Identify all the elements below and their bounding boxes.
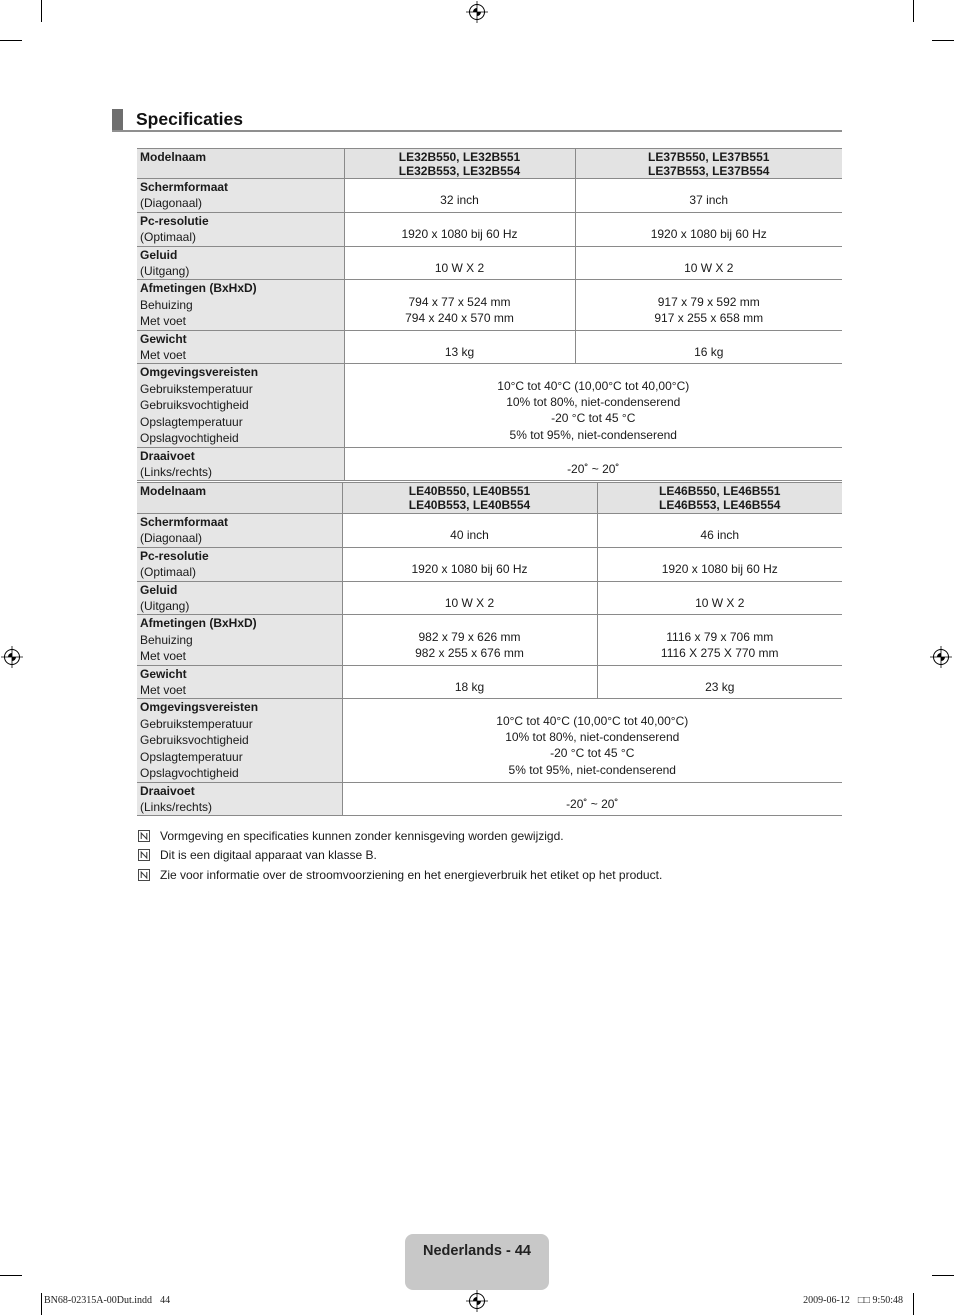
spec-row-dimensions <box>137 280 842 330</box>
spec-sublabel: Gebruiksvochtigheid <box>140 733 249 748</box>
spec-value-cell <box>342 514 597 548</box>
spec-value-cell <box>344 280 575 330</box>
spec-row-sound <box>137 581 842 615</box>
spec-label-cell <box>137 280 344 330</box>
spec-value: 37 inch <box>689 193 729 208</box>
spec-value: -20 °C tot 45 °C <box>551 411 636 426</box>
spec-label: Afmetingen (BxHxD) <box>140 616 257 631</box>
spec-label: Geluid <box>140 582 178 597</box>
spec-value: 10% tot 80%, niet-condenserend <box>505 730 680 745</box>
spec-value: 10°C tot 40°C (10,00°C tot 40,00°C) <box>497 378 690 393</box>
model-column-header <box>597 483 842 514</box>
spec-label-cell <box>137 330 344 364</box>
section-title: Specificaties <box>136 109 243 129</box>
model-names-line: LE32B553, LE32B554 <box>398 163 521 178</box>
slug-glyphs: □□ <box>857 1295 870 1306</box>
spec-value: 794 x 77 x 524 mm <box>408 294 511 309</box>
model-names-line: LE37B553, LE37B554 <box>648 163 770 178</box>
spec-value-cell <box>575 330 842 364</box>
spec-sublabel: (Diagonaal) <box>140 531 203 546</box>
spec-value-cell <box>344 447 842 481</box>
print-slug-right <box>803 1295 903 1307</box>
spec-sublabel: Opslagvochtigheid <box>140 431 239 446</box>
spec-value-cell <box>575 212 842 246</box>
spec-value-cell <box>342 547 597 581</box>
spec-sublabel: Opslagtemperatuur <box>140 749 243 764</box>
spec-label-cell <box>137 364 344 447</box>
model-name-label: Modelnaam <box>140 484 207 498</box>
spec-value: 10 W X 2 <box>434 260 485 275</box>
spec-value-cell <box>575 280 842 330</box>
spec-value-cell <box>597 547 842 581</box>
spec-sublabel: Met voet <box>140 649 187 664</box>
page-number-label: Nederlands - 44 <box>423 1243 531 1259</box>
page-number-tab <box>405 1234 549 1290</box>
spec-value-cell <box>342 699 842 782</box>
spec-value-cell <box>575 179 842 213</box>
spec-sublabel: (Uitgang) <box>140 599 190 614</box>
spec-label: Pc-resolutie <box>140 213 209 228</box>
spec-sublabel: Gebruiksvochtigheid <box>140 398 249 413</box>
spec-sublabel: Gebruikstemperatuur <box>140 381 253 396</box>
note-text: Dit is een digitaal apparaat van klasse B. <box>160 848 377 863</box>
model-name-label-cell <box>137 483 342 514</box>
spec-row-pc-resolution <box>137 212 842 246</box>
spec-label: Geluid <box>140 247 178 262</box>
spec-value: 917 x 255 x 658 mm <box>654 311 764 326</box>
spec-value: 794 x 240 x 570 mm <box>405 311 514 326</box>
slug-time: 9:50:48 <box>872 1295 903 1306</box>
model-column-header <box>344 149 575 179</box>
spec-label-cell <box>137 699 342 782</box>
model-column-header <box>342 483 597 514</box>
slug-file-name: BN68-02315A-00Dut.indd <box>44 1295 153 1306</box>
spec-value-cell <box>344 246 575 280</box>
crop-mark <box>0 1275 22 1276</box>
note-icon <box>138 869 150 881</box>
model-names-line: LE37B550, LE37B551 <box>648 149 770 164</box>
crop-mark <box>0 40 22 41</box>
spec-value: -20˚ ~ 20˚ <box>566 796 619 811</box>
spec-value: -20 °C tot 45 °C <box>550 746 635 761</box>
note-icon <box>138 849 150 861</box>
spec-label-cell <box>137 581 342 615</box>
model-name-label-cell <box>137 149 344 179</box>
spec-label-cell <box>137 782 342 816</box>
note-item <box>137 846 662 866</box>
spec-value-cell <box>342 581 597 615</box>
spec-value: 18 kg <box>454 679 485 694</box>
model-names-line: LE32B550, LE32B551 <box>398 149 521 164</box>
section-marker-bar <box>112 109 123 131</box>
spec-row-environment <box>137 364 842 447</box>
model-names-line: LE46B550, LE46B551 <box>659 484 781 498</box>
spec-value: 10% tot 80%, niet-condenserend <box>506 395 681 410</box>
spec-value: 1920 x 1080 bij 60 Hz <box>401 227 518 242</box>
model-names-line: LE40B550, LE40B551 <box>408 484 531 498</box>
spec-value: 13 kg <box>444 344 475 359</box>
crop-mark <box>913 1293 914 1315</box>
crop-mark <box>913 0 914 22</box>
spec-label-cell <box>137 665 342 699</box>
spec-sublabel: Behuizing <box>140 632 193 647</box>
note-icon <box>138 830 150 842</box>
spec-label-cell <box>137 246 344 280</box>
spec-row-dimensions <box>137 615 842 665</box>
crop-mark <box>41 1293 42 1315</box>
spec-label: Afmetingen (BxHxD) <box>140 281 257 296</box>
spec-label: Draaivoet <box>140 783 195 798</box>
spec-value-cell <box>597 615 842 665</box>
registration-mark-icon <box>466 1 488 23</box>
spec-row-sound <box>137 246 842 280</box>
spec-value-cell <box>344 212 575 246</box>
spec-value: 46 inch <box>700 528 740 543</box>
spec-value: 5% tot 95%, niet-condenserend <box>509 427 677 442</box>
spec-table <box>137 148 842 481</box>
spec-value: 32 inch <box>440 193 479 208</box>
spec-sublabel: (Optimaal) <box>140 230 197 245</box>
slug-page: 44 <box>160 1295 171 1306</box>
spec-sublabel: Met voet <box>140 348 187 363</box>
note-item <box>137 826 662 846</box>
spec-label: Gewicht <box>140 331 187 346</box>
spec-sublabel: (Links/rechts) <box>140 464 213 479</box>
spec-value-cell <box>597 514 842 548</box>
spec-sublabel: (Links/rechts) <box>140 799 213 814</box>
spec-value: 982 x 79 x 626 mm <box>418 629 521 644</box>
spec-value: 1920 x 1080 bij 60 Hz <box>650 227 767 242</box>
spec-value: 1116 x 79 x 706 mm <box>666 629 774 644</box>
spec-value-cell <box>575 246 842 280</box>
spec-value: -20˚ ~ 20˚ <box>567 461 620 476</box>
spec-label-cell <box>137 514 342 548</box>
spec-value-cell <box>344 364 842 447</box>
spec-label-cell <box>137 179 344 213</box>
spec-value: 1116 X 275 X 770 mm <box>660 646 779 661</box>
spec-label: Omgevingsvereisten <box>140 700 259 715</box>
spec-label: Schermformaat <box>140 515 229 529</box>
spec-sublabel: (Uitgang) <box>140 264 190 279</box>
spec-sublabel: Met voet <box>140 683 187 698</box>
spec-label-cell <box>137 547 342 581</box>
spec-value: 982 x 255 x 676 mm <box>415 646 524 661</box>
spec-label: Gewicht <box>140 666 187 681</box>
spec-value: 5% tot 95%, niet-condenserend <box>508 762 676 777</box>
model-name-row <box>137 149 842 179</box>
spec-label: Draaivoet <box>140 448 195 463</box>
crop-mark <box>932 40 954 41</box>
spec-label: Pc-resolutie <box>140 548 209 563</box>
spec-value: 10 W X 2 <box>684 260 734 275</box>
registration-mark-icon <box>930 646 952 668</box>
note-text: Zie voor informatie over de stroomvoorziening en het energieverbruik het etiket op het product. <box>160 867 663 882</box>
spec-value: 10°C tot 40°C (10,00°C tot 40,00°C) <box>496 713 689 728</box>
spec-row-weight <box>137 665 842 699</box>
spec-sublabel: Opslagtemperatuur <box>140 414 243 429</box>
spec-sublabel: Met voet <box>140 314 187 329</box>
model-names-line: LE40B553, LE40B554 <box>408 498 531 512</box>
spec-value-cell <box>344 179 575 213</box>
spec-row-screen-size <box>137 179 842 213</box>
spec-value-cell <box>597 581 842 615</box>
spec-label-cell <box>137 212 344 246</box>
spec-label: Schermformaat <box>140 180 229 194</box>
spec-value-cell <box>342 615 597 665</box>
note-item <box>137 865 662 885</box>
print-slug-left <box>44 1295 170 1307</box>
spec-sublabel: Opslagvochtigheid <box>140 766 239 781</box>
spec-value-cell <box>342 665 597 699</box>
spec-row-environment <box>137 699 842 782</box>
spec-value: 1920 x 1080 bij 60 Hz <box>661 562 778 577</box>
spec-table <box>137 482 842 816</box>
spec-row-swivel <box>137 447 842 481</box>
spec-value: 23 kg <box>705 679 735 694</box>
spec-value: 917 x 79 x 592 mm <box>657 294 760 309</box>
spec-value: 10 W X 2 <box>444 595 495 610</box>
model-name-row <box>137 483 842 514</box>
spec-value: 40 inch <box>450 528 489 543</box>
spec-label-cell <box>137 615 342 665</box>
spec-value: 1920 x 1080 bij 60 Hz <box>411 562 528 577</box>
notes-list <box>137 826 662 885</box>
section-divider <box>112 130 842 132</box>
spec-sublabel: (Optimaal) <box>140 565 197 580</box>
spec-sublabel: Gebruikstemperatuur <box>140 716 253 731</box>
crop-mark <box>41 0 42 22</box>
spec-value-cell <box>597 665 842 699</box>
spec-label-cell <box>137 447 344 481</box>
note-text: Vormgeving en specificaties kunnen zonder kennisgeving worden gewijzigd. <box>160 828 564 843</box>
spec-row-weight <box>137 330 842 364</box>
registration-mark-icon <box>1 646 23 668</box>
spec-sublabel: (Diagonaal) <box>140 196 203 211</box>
crop-mark <box>932 1275 954 1276</box>
spec-row-pc-resolution <box>137 547 842 581</box>
model-column-header <box>575 149 842 179</box>
spec-value: 16 kg <box>694 344 724 359</box>
spec-row-swivel <box>137 782 842 816</box>
spec-value-cell <box>342 782 842 816</box>
spec-value: 10 W X 2 <box>695 595 745 610</box>
spec-value-cell <box>344 330 575 364</box>
slug-date: 2009-06-12 <box>803 1295 850 1306</box>
model-name-label: Modelnaam <box>140 150 207 164</box>
model-names-line: LE46B553, LE46B554 <box>659 498 781 512</box>
spec-label: Omgevingsvereisten <box>140 365 259 380</box>
spec-sublabel: Behuizing <box>140 297 193 312</box>
registration-mark-icon <box>466 1290 488 1312</box>
spec-row-screen-size <box>137 514 842 548</box>
